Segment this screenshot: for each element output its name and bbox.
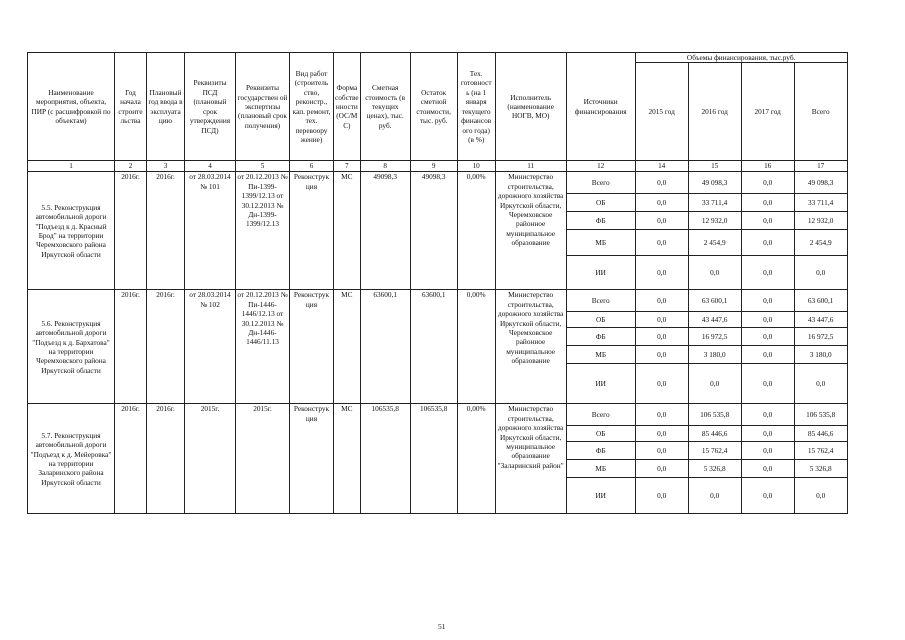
amount-2015: 0,0: [635, 290, 688, 312]
project-expertise: 2015г.: [236, 404, 290, 514]
amount-2015: 0,0: [635, 404, 688, 426]
amount-2015: 0,0: [635, 364, 688, 404]
amount-total: 43 447,6: [794, 312, 847, 328]
header-psd: Реквизиты ПСД (плановый срок утверждения ПСД): [185, 53, 236, 161]
header-remaining: Остаток сметной стоимости, тыс. руб.: [410, 53, 457, 161]
header-work-type: Вид работ (строитель ство, реконстр., кап. ремонт, тех. перевоору жение): [290, 53, 334, 161]
header-expertise: Реквизиты государствен ой экспертизы (плановый срок получения): [236, 53, 290, 161]
funding-source: ИИ: [566, 478, 635, 514]
project-remaining: 63600,1: [410, 290, 457, 404]
funding-source: ФБ: [566, 328, 635, 346]
column-number: 3: [147, 161, 185, 172]
project-cost: 106535,8: [360, 404, 410, 514]
column-number: 5: [236, 161, 290, 172]
amount-2017: 0,0: [741, 172, 794, 194]
amount-2017: 0,0: [741, 460, 794, 478]
project-name: 5.6. Реконструкция автомобильной дороги "Подъезд к д. Бархатова" на территории Черемховского района Иркутской области: [28, 290, 115, 404]
amount-total: 85 446,6: [794, 426, 847, 442]
amount-2017: 0,0: [741, 346, 794, 364]
project-name: 5.5. Реконструкция автомобильной дороги "Подъезд к д. Красный Брод" на территории Черемховского района Иркутской области: [28, 172, 115, 290]
header-ownership: Форма собстве нности (ОС/М С): [334, 53, 361, 161]
column-number: 16: [741, 161, 794, 172]
header-executor: Исполнитель (наименование НОГВ, МО): [495, 53, 566, 161]
header-name: Наименование мероприятия, объекта, ПИР (с расшифровкой по объектам): [28, 53, 115, 161]
amount-2016: 0,0: [688, 256, 741, 290]
funding-source: ИИ: [566, 256, 635, 290]
amount-total: 0,0: [794, 478, 847, 514]
amount-2016: 0,0: [688, 478, 741, 514]
amount-2015: 0,0: [635, 212, 688, 230]
project-work-type: Реконструк ция: [290, 172, 334, 290]
column-number: 7: [334, 161, 361, 172]
amount-2017: 0,0: [741, 426, 794, 442]
amount-2017: 0,0: [741, 442, 794, 460]
amount-2016: 63 600,1: [688, 290, 741, 312]
amount-2016: 49 098,3: [688, 172, 741, 194]
amount-2016: 16 972,5: [688, 328, 741, 346]
table-row: [28, 172, 848, 194]
project-expertise: от 20.12.2013 № Пи-1446-1446/12.13 от 30.12.2013 № Дн-1446-1446/11.13: [236, 290, 290, 404]
amount-2016: 3 180,0: [688, 346, 741, 364]
amount-2016: 33 711,4: [688, 194, 741, 212]
funding-source: ОБ: [566, 426, 635, 442]
project-remaining: 49098,3: [410, 172, 457, 290]
header-cost: Сметная стоимость (в текущих ценах), тыс. руб.: [360, 53, 410, 161]
project-ownership: МС: [334, 404, 361, 514]
column-number: 8: [360, 161, 410, 172]
amount-2017: 0,0: [741, 404, 794, 426]
table-row: [28, 404, 848, 426]
funding-source: ФБ: [566, 442, 635, 460]
amount-total: 63 600,1: [794, 290, 847, 312]
funding-source: ФБ: [566, 212, 635, 230]
header-2016: 2016 год: [688, 63, 741, 161]
amount-2015: 0,0: [635, 328, 688, 346]
project-work-type: Реконструк ция: [290, 290, 334, 404]
project-remaining: 106535,8: [410, 404, 457, 514]
amount-2016: 106 535,8: [688, 404, 741, 426]
project-start-year: 2016г.: [115, 404, 147, 514]
project-cost: 63600,1: [360, 290, 410, 404]
column-number: 1: [28, 161, 115, 172]
column-number: 14: [635, 161, 688, 172]
header-total: Всего: [794, 63, 847, 161]
amount-2015: 0,0: [635, 256, 688, 290]
amount-total: 16 972,5: [794, 328, 847, 346]
column-numbers-row: [28, 161, 848, 172]
project-cost: 49098,3: [360, 172, 410, 290]
funding-table: [27, 52, 848, 514]
funding-source: ИИ: [566, 364, 635, 404]
project-name: 5.7. Реконструкция автомобильной дороги "Подъезд к д. Мейеровка" на территории Заларинского района Иркутской области: [28, 404, 115, 514]
project-plan-year: 2016г.: [147, 404, 185, 514]
amount-total: 106 535,8: [794, 404, 847, 426]
amount-2017: 0,0: [741, 256, 794, 290]
project-executor: Министерство строительства, дорожного хозяйства Иркутской области, Черемховское районное муниципальное образование: [495, 290, 566, 404]
project-readiness: 0,00%: [457, 172, 495, 290]
project-start-year: 2016г.: [115, 290, 147, 404]
project-readiness: 0,00%: [457, 290, 495, 404]
amount-2016: 5 326,8: [688, 460, 741, 478]
amount-total: 2 454,9: [794, 230, 847, 256]
column-number: 6: [290, 161, 334, 172]
amount-2015: 0,0: [635, 478, 688, 514]
amount-total: 15 762,4: [794, 442, 847, 460]
amount-2015: 0,0: [635, 346, 688, 364]
column-number: 2: [115, 161, 147, 172]
funding-source: Всего: [566, 404, 635, 426]
amount-2017: 0,0: [741, 212, 794, 230]
amount-2017: 0,0: [741, 364, 794, 404]
amount-2016: 0,0: [688, 364, 741, 404]
funding-source: Всего: [566, 172, 635, 194]
project-psd: от 28.03.2014 № 102: [185, 290, 236, 404]
project-start-year: 2016г.: [115, 172, 147, 290]
amount-2015: 0,0: [635, 442, 688, 460]
amount-total: 5 326,8: [794, 460, 847, 478]
column-number: 10: [457, 161, 495, 172]
amount-total: 12 932,0: [794, 212, 847, 230]
project-ownership: МС: [334, 172, 361, 290]
page-number: 51: [438, 622, 446, 631]
amount-2017: 0,0: [741, 328, 794, 346]
project-psd: 2015г.: [185, 404, 236, 514]
project-ownership: МС: [334, 290, 361, 404]
header-row-1: [28, 53, 848, 63]
column-number: 12: [566, 161, 635, 172]
amount-total: 0,0: [794, 256, 847, 290]
amount-2016: 2 454,9: [688, 230, 741, 256]
header-source: Источники финансирования: [566, 53, 635, 161]
funding-source: ОБ: [566, 312, 635, 328]
amount-2015: 0,0: [635, 312, 688, 328]
amount-2015: 0,0: [635, 460, 688, 478]
amount-2015: 0,0: [635, 194, 688, 212]
amount-2017: 0,0: [741, 312, 794, 328]
amount-total: 3 180,0: [794, 346, 847, 364]
amount-2017: 0,0: [741, 230, 794, 256]
column-number: 17: [794, 161, 847, 172]
project-readiness: 0,00%: [457, 404, 495, 514]
amount-2017: 0,0: [741, 194, 794, 212]
table-row: [28, 290, 848, 312]
header-readiness: Тех. готовност ь (на 1 января текущего финансов ого года) (в %): [457, 53, 495, 161]
amount-2015: 0,0: [635, 426, 688, 442]
amount-total: 0,0: [794, 364, 847, 404]
header-2015: 2015 год: [635, 63, 688, 161]
funding-source: ОБ: [566, 194, 635, 212]
column-number: 4: [185, 161, 236, 172]
project-plan-year: 2016г.: [147, 172, 185, 290]
funding-source: МБ: [566, 460, 635, 478]
project-expertise: от 20.12.2013 № Пи-1399-1399/12.13 от 30.12.2013 № Дн-1399-1399/12.13: [236, 172, 290, 290]
project-plan-year: 2016г.: [147, 290, 185, 404]
amount-2016: 12 932,0: [688, 212, 741, 230]
project-psd: от 28.03.2014 № 101: [185, 172, 236, 290]
header-2017: 2017 год: [741, 63, 794, 161]
amount-2015: 0,0: [635, 172, 688, 194]
amount-2017: 0,0: [741, 478, 794, 514]
column-number: 11: [495, 161, 566, 172]
header-funding-group: Объемы финансирования, тыс.руб.: [635, 53, 847, 63]
column-number: 9: [410, 161, 457, 172]
amount-2016: 43 447,6: [688, 312, 741, 328]
amount-2015: 0,0: [635, 230, 688, 256]
funding-source: МБ: [566, 230, 635, 256]
amount-2016: 85 446,6: [688, 426, 741, 442]
amount-2016: 15 762,4: [688, 442, 741, 460]
header-start-year: Год начала строите льства: [115, 53, 147, 161]
amount-2017: 0,0: [741, 290, 794, 312]
amount-total: 33 711,4: [794, 194, 847, 212]
column-number: 15: [688, 161, 741, 172]
project-executor: Министерство строительства, дорожного хозяйства Иркутской области, Черемховское районное муниципальное образование: [495, 172, 566, 290]
project-work-type: Реконструк ция: [290, 404, 334, 514]
amount-total: 49 098,3: [794, 172, 847, 194]
funding-source: Всего: [566, 290, 635, 312]
project-executor: Министерство строительства, дорожного хозяйства Иркутской области, муниципальное образование "Заларинский район": [495, 404, 566, 514]
funding-source: МБ: [566, 346, 635, 364]
header-plan-year: Плановый год ввода в эксплуата цию: [147, 53, 185, 161]
